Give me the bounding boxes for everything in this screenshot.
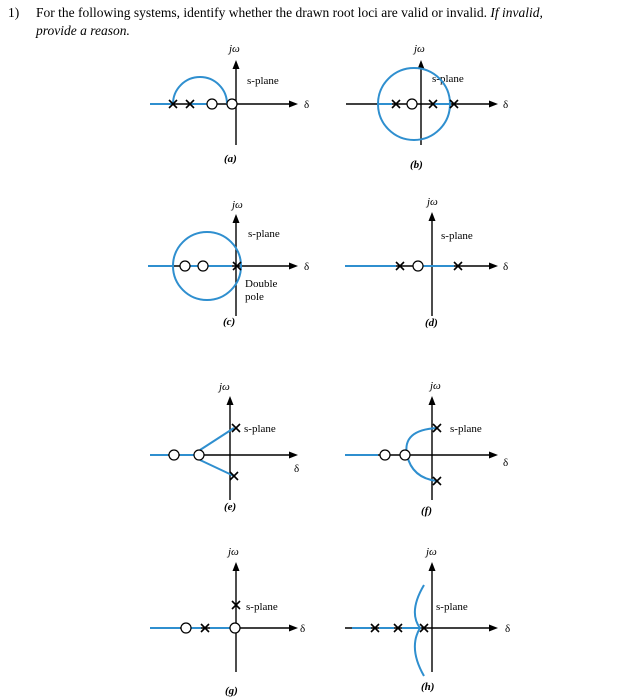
double-pole-label: pole: [245, 291, 264, 303]
s-plane-label: s-plane: [246, 601, 278, 613]
question-italic-2: provide a reason.: [36, 23, 130, 38]
real-axis-label: δ: [294, 463, 300, 475]
pole-mark: [230, 472, 238, 480]
panel-b: [346, 43, 508, 171]
double-pole-label: Double: [245, 278, 278, 290]
s-plane-label: s-plane: [247, 75, 279, 87]
panel-f: [345, 380, 508, 517]
s-plane-label: s-plane: [436, 601, 468, 613]
zero-mark: [380, 450, 390, 460]
zero-mark: [169, 450, 179, 460]
panel-caption: (c): [223, 316, 236, 328]
s-plane-label: s-plane: [441, 230, 473, 242]
imag-axis-label: jω: [228, 546, 239, 558]
zero-mark: [413, 261, 423, 271]
real-axis-label: δ: [503, 457, 509, 469]
panel-caption: (f): [421, 505, 432, 517]
real-axis-label: δ: [304, 99, 310, 111]
panel-caption: (b): [410, 159, 423, 171]
panel-caption: (e): [224, 501, 237, 513]
s-plane-label: s-plane: [450, 423, 482, 435]
real-axis-label: δ: [503, 99, 509, 111]
question-italic-1: If invalid,: [490, 5, 543, 20]
question-main: For the following systems, identify whether the drawn root loci are valid or invalid.: [36, 5, 488, 20]
s-plane-label: s-plane: [432, 73, 464, 85]
imag-axis-label: jω: [414, 43, 425, 55]
question-number: 1): [8, 5, 20, 20]
zero-mark: [181, 623, 191, 633]
zero-mark: [207, 99, 217, 109]
panel-e: [150, 381, 299, 513]
zero-mark: [400, 450, 410, 460]
panel-d: [345, 196, 508, 329]
panel-h: [345, 546, 510, 693]
imag-axis-label: jω: [229, 43, 240, 55]
panel-caption: (a): [224, 153, 237, 165]
zero-mark: [230, 623, 240, 633]
real-axis-label: δ: [300, 623, 306, 635]
imag-axis-label: jω: [426, 546, 437, 558]
panel-caption: (d): [425, 317, 438, 329]
imag-axis-label: jω: [219, 381, 230, 393]
s-plane-label: s-plane: [248, 228, 280, 240]
real-axis-label: δ: [304, 261, 310, 273]
real-axis-label: δ: [505, 623, 511, 635]
imag-axis-label: jω: [430, 380, 441, 392]
s-plane-label: s-plane: [244, 423, 276, 435]
panel-a: [150, 43, 309, 165]
panel-c: [148, 199, 309, 328]
imag-axis-label: jω: [427, 196, 438, 208]
real-axis-label: δ: [503, 261, 509, 273]
zero-mark: [180, 261, 190, 271]
panel-g: [150, 546, 305, 697]
panel-caption: (h): [421, 681, 435, 693]
imag-axis-label: jω: [232, 199, 243, 211]
zero-mark: [227, 99, 237, 109]
zero-mark: [407, 99, 417, 109]
panel-caption: (g): [225, 685, 238, 697]
zero-mark: [198, 261, 208, 271]
zero-mark: [194, 450, 204, 460]
